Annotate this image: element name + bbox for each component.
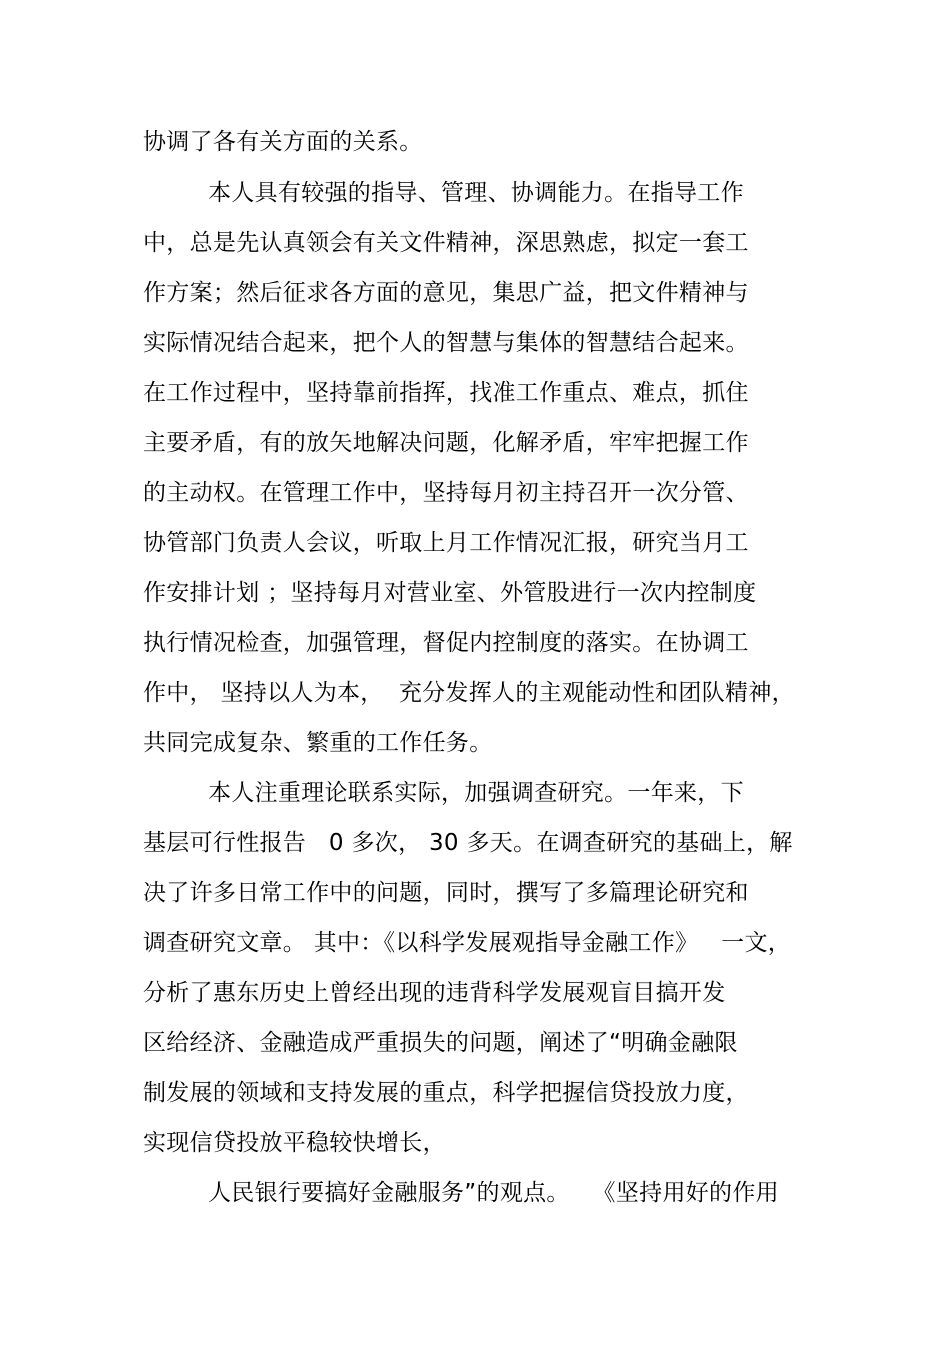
text-line: 制发展的领域和支持发展的重点，科学把握信贷投放力度， [143,1080,749,1106]
text-line: 本人注重理论联系实际，加强调查研究。一年来，下 [208,780,744,806]
text-line: 本人具有较强的指导、管理、协调能力。在指导工作 [208,180,744,206]
text-line: 作安排计划 ；坚持每月对营业室、外管股进行一次内控制度 [143,580,757,606]
text-line: 作方案；然后征求各方面的意见，集思广益，把文件精神与 [143,280,749,306]
text-line: 主要矛盾，有的放矢地解决问题，化解矛盾，牢牢把握工作 [143,430,749,456]
text-line: 在工作过程中，坚持靠前指挥，找准工作重点、难点，抓住 [143,380,749,406]
text-line: 基层可行性报告 0 多次， 30 多天。在调查研究的基础上，解 [143,830,793,856]
text-line: 区给经济、金融造成严重损失的问题，阐述了“明确金融限 [143,1030,738,1056]
text-line: 作中， 坚持以人为本， 充分发挥人的主观能动性和团队精神， [143,680,795,706]
text-line: 中，总是先认真领会有关文件精神，深思熟虑，拟定一套工 [143,230,749,256]
text-line: 实际情况结合起来，把个人的智慧与集体的智慧结合起来。 [143,330,749,356]
text-line: 分析了惠东历史上曾经出现的违背科学发展观盲目搞开发 [143,980,726,1006]
text-line: 执行情况检查，加强管理，督促内控制度的落实。在协调工 [143,630,749,656]
text-line: 实现信贷投放平稳较快增长， [143,1130,446,1156]
text-line: 调查研究文章。 其中：《以科学发展观指导金融工作》 一文， [143,930,792,956]
text-line: 协管部门负责人会议，听取上月工作情况汇报，研究当月工 [143,530,749,556]
text-line: 决了许多日常工作中的问题，同时，撰写了多篇理论研究和 [143,880,749,906]
text-line: 的主动权。在管理工作中，坚持每月初主持召开一次分管、 [143,480,749,506]
text-line: 人民银行要搞好金融服务”的观点。 《坚持用好的作用 [208,1180,779,1206]
text-line: 协调了各有关方面的关系。 [143,129,423,155]
text-line: 共同完成复杂、繁重的工作任务。 [143,730,493,756]
